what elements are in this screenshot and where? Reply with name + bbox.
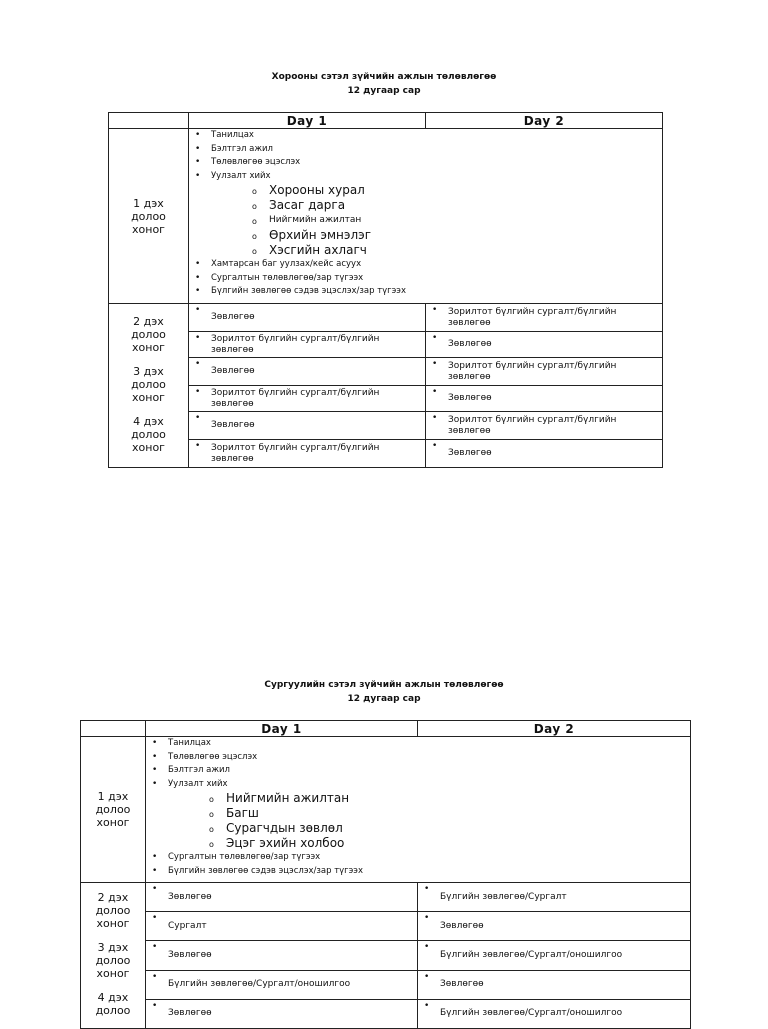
table-cell: • Сургалт [146,912,418,941]
table1-week1-label: 1 дэх долоо хоног [109,129,189,304]
table-cell: • Бүлгийн зөвлөгөө/Сургалт [418,883,691,912]
list-item: • Бэлтгэл ажил [189,143,662,157]
list-item: • Төлөвлөгөө эцэслэх [189,156,662,170]
table2-header-day2: Day 2 [418,721,691,737]
table-cell: • Зорилтот бүлгийн сургалт/бүлгийн зөвлөгөө [426,304,663,332]
sub-list-item: o Сурагчдын зөвлөл [168,821,690,836]
sub-list-item: o Эцэг эхийн холбоо [168,836,690,851]
sub-list-item: o Засаг дарга [211,198,662,213]
table2-corner [81,721,146,737]
table-cell: • Зорилтот бүлгийн сургалт/бүлгийн зөвлөгөө [189,332,426,358]
table1-weeks-2-4-label: 2 дэх долоо хоног 3 дэх долоо хоног 4 дэх долоо хоног [109,304,189,468]
sub-list-item: o Багш [168,806,690,821]
table-cell: • Зөвлөгөө [146,883,418,912]
list-item: • Бүлгийн зөвлөгөө сэдэв эцэслэх/зар түгээх [146,865,690,879]
table-cell: • Зорилтот бүлгийн сургалт/бүлгийн зөвлөгөө [189,440,426,468]
table-cell: • Зорилтот бүлгийн сургалт/бүлгийн зөвлөгөө [426,358,663,386]
table-cell: • Зөвлөгөө [146,941,418,970]
table-cell: • Бүлгийн зөвлөгөө/Сургалт/оношилгоо [418,999,691,1028]
table2-weeks-2-4-label: 2 дэх долоо хоног 3 дэх долоо хоног 4 дэх долоо [81,883,146,1029]
table1-header-day2: Day 2 [426,113,663,129]
table2-header-day1: Day 1 [146,721,418,737]
table-cell: • Зорилтот бүлгийн сургалт/бүлгийн зөвлөгөө [426,412,663,440]
table-cell: • Зөвлөгөө [426,440,663,468]
table2-week1-plan [146,737,691,883]
list-item: • Хамтарсан баг уулзах/кейс асуух [189,258,662,272]
table-cell: • Зөвлөгөө [189,412,426,440]
sub-list-item: o Өрхийн эмнэлэг [211,228,662,243]
list-item: • Бүлгийн зөвлөгөө сэдэв эцэслэх/зар түгээх [189,285,662,299]
list-item: • Танилцах [146,737,690,751]
table2 [80,720,691,1029]
list-item: • Танилцах [189,129,662,143]
sub-list-item: o Нийгмийн ажилтан [211,213,662,228]
table2-title: Сургуулийн сэтэл зүйчийн ажлын төлөвлөгөө [264,680,504,690]
table1-subtitle: 12 дугаар сар [347,86,421,96]
table-cell: • Зөвлөгөө [426,386,663,412]
table-cell: • Зөвлөгөө [418,970,691,999]
sub-list-item: o Нийгмийн ажилтан [168,791,690,806]
list-item: • Сургалтын төлөвлөгөө/зар түгээх [146,851,690,865]
list-item: • Төлөвлөгөө эцэслэх [146,751,690,765]
table-cell: • Зөвлөгөө [189,358,426,386]
table-cell: • Зөвлөгөө [189,304,426,332]
list-item: • Сургалтын төлөвлөгөө/зар түгээх [189,272,662,286]
table-cell: • Зорилтот бүлгийн сургалт/бүлгийн зөвлөгөө [189,386,426,412]
table1-corner [109,113,189,129]
table-cell: • Зөвлөгөө [418,912,691,941]
table1 [108,112,663,468]
table-cell: • Бүлгийн зөвлөгөө/Сургалт/оношилгоо [418,941,691,970]
table1-header-day1: Day 1 [189,113,426,129]
table-cell: • Зөвлөгөө [426,332,663,358]
table1-week1-plan [189,129,663,304]
table2-subtitle: 12 дугаар сар [347,694,421,704]
table2-week1-label: 1 дэх долоо хоног [81,737,146,883]
table-cell: • Зөвлөгөө [146,999,418,1028]
list-item: • Уулзалт хийх o Нийгмийн ажилтан o Багш o Сурагчдын зөвлөл o Эцэг эхийн холбоо [146,778,690,852]
sub-list-item: o Хорооны хурал [211,183,662,198]
sub-list-item: o Хэсгийн ахлагч [211,243,662,258]
table1-title: Хорооны сэтэл зүйчийн ажлын төлөвлөгөө [271,72,497,82]
list-item: • Уулзалт хийх o Хорооны хурал o Засаг дарга o Нийгмийн ажилтан o Өрхийн эмнэлэг o Хэсгийн ахлагч [189,170,662,259]
table-cell: • Бүлгийн зөвлөгөө/Сургалт/оношилгоо [146,970,418,999]
list-item: • Бэлтгэл ажил [146,764,690,778]
